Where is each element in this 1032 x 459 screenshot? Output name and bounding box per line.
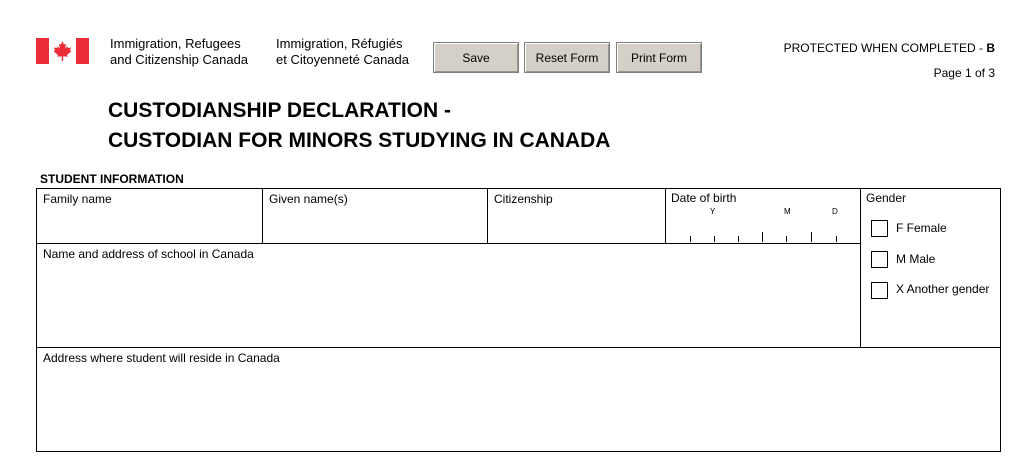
protected-level: B xyxy=(986,41,995,55)
page-number: Page 1 of 3 xyxy=(933,66,995,80)
flag-left-bar xyxy=(36,38,49,64)
family-name-label: Family name xyxy=(43,192,112,206)
school-label: Name and address of school in Canada xyxy=(43,247,254,261)
flag-right-bar xyxy=(76,38,89,64)
given-names-field[interactable] xyxy=(263,189,487,243)
title-line2: CUSTODIAN FOR MINORS STUDYING IN CANADA xyxy=(108,129,611,152)
dob-tick xyxy=(836,236,837,242)
department-en-line1: Immigration, Refugees xyxy=(110,36,241,51)
dob-label: Date of birth xyxy=(671,191,737,205)
dob-separator xyxy=(762,232,763,242)
dob-separator xyxy=(811,232,812,242)
dob-tick xyxy=(738,236,739,242)
residence-label: Address where student will reside in Canada xyxy=(43,351,280,365)
maple-leaf-icon xyxy=(52,40,73,62)
dob-day-label: D xyxy=(832,207,838,216)
print-form-button[interactable]: Print Form xyxy=(616,42,702,73)
reset-form-button[interactable]: Reset Form xyxy=(524,42,610,73)
gender-group xyxy=(861,189,1001,347)
protected-prefix: PROTECTED WHEN COMPLETED - xyxy=(783,41,987,55)
dob-year-label: Y xyxy=(710,207,716,216)
gender-another-label: X Another gender xyxy=(896,282,990,296)
given-names-label: Given name(s) xyxy=(269,192,348,206)
save-button[interactable]: Save xyxy=(433,42,519,73)
title-line1: CUSTODIANSHIP DECLARATION - xyxy=(108,99,452,122)
dob-tick xyxy=(690,236,691,242)
gender-female-checkbox[interactable] xyxy=(871,220,888,237)
flag-center xyxy=(49,38,76,64)
citizenship-label: Citizenship xyxy=(494,192,553,206)
department-name-en xyxy=(110,36,248,68)
gender-another-checkbox[interactable] xyxy=(871,282,888,299)
gender-male-label: M Male xyxy=(896,252,936,266)
gender-label: Gender xyxy=(866,191,907,205)
canada-flag-icon xyxy=(36,38,89,64)
department-fr-line2: et Citoyenneté Canada xyxy=(276,52,409,67)
dob-tick xyxy=(786,236,787,242)
protected-status xyxy=(784,41,995,55)
family-name-field[interactable] xyxy=(37,189,262,243)
page-title xyxy=(108,96,610,156)
student-info-form xyxy=(36,188,1001,452)
gender-female-label: F Female xyxy=(896,221,947,235)
department-name-fr xyxy=(276,36,409,68)
dob-tick xyxy=(714,236,715,242)
department-fr-line1: Immigration, Réfugiés xyxy=(276,36,403,51)
school-name-address-field[interactable] xyxy=(37,244,860,347)
residence-address-field[interactable] xyxy=(37,348,1000,451)
dob-month-label: M xyxy=(784,207,791,216)
gender-male-checkbox[interactable] xyxy=(871,251,888,268)
department-en-line2: and Citizenship Canada xyxy=(110,52,249,67)
date-of-birth-field[interactable] xyxy=(666,189,860,243)
section-heading-student: STUDENT INFORMATION xyxy=(40,172,184,186)
citizenship-field[interactable] xyxy=(488,189,665,243)
